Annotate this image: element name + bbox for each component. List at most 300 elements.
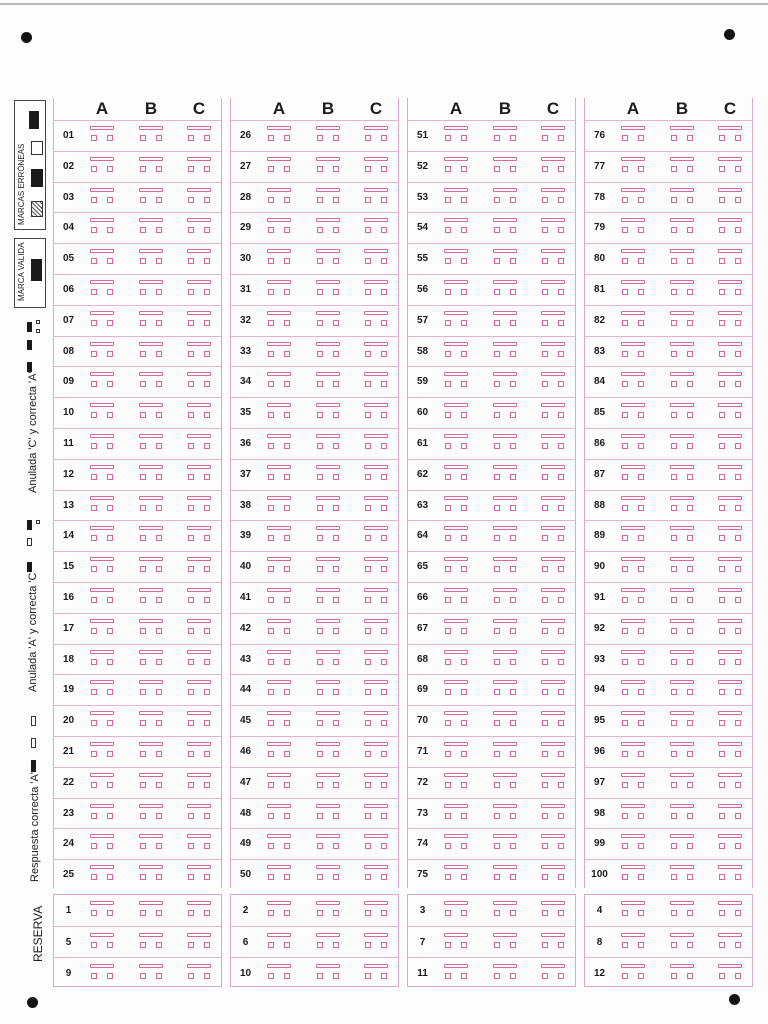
answer-option-c[interactable]: [538, 218, 568, 238]
answer-option-b[interactable]: [490, 742, 520, 762]
answer-option-a[interactable]: [441, 711, 471, 731]
answer-option-c[interactable]: [715, 865, 745, 885]
answer-option-b[interactable]: [313, 218, 343, 238]
answer-option-a[interactable]: [87, 126, 117, 146]
answer-option-c[interactable]: [361, 773, 391, 793]
answer-option-a[interactable]: [264, 834, 294, 854]
answer-option-c[interactable]: [361, 619, 391, 639]
answer-option-c[interactable]: [538, 403, 568, 423]
answer-option-a[interactable]: [264, 773, 294, 793]
answer-option-b[interactable]: [667, 588, 697, 608]
answer-option-b[interactable]: [490, 711, 520, 731]
answer-option-c[interactable]: [538, 557, 568, 577]
answer-option-c[interactable]: [715, 901, 745, 921]
answer-option-b[interactable]: [490, 804, 520, 824]
answer-option-a[interactable]: [618, 865, 648, 885]
answer-option-c[interactable]: [184, 804, 214, 824]
answer-option-b[interactable]: [313, 865, 343, 885]
answer-option-c[interactable]: [715, 773, 745, 793]
answer-option-c[interactable]: [184, 742, 214, 762]
answer-option-c[interactable]: [361, 342, 391, 362]
answer-option-c[interactable]: [715, 434, 745, 454]
answer-option-a[interactable]: [87, 372, 117, 392]
answer-option-a[interactable]: [87, 865, 117, 885]
answer-option-b[interactable]: [667, 465, 697, 485]
answer-option-b[interactable]: [313, 465, 343, 485]
answer-option-b[interactable]: [136, 526, 166, 546]
answer-option-c[interactable]: [538, 188, 568, 208]
answer-option-b[interactable]: [136, 434, 166, 454]
answer-option-b[interactable]: [490, 588, 520, 608]
answer-option-a[interactable]: [441, 280, 471, 300]
answer-option-a[interactable]: [441, 650, 471, 670]
answer-option-b[interactable]: [313, 311, 343, 331]
answer-option-a[interactable]: [441, 126, 471, 146]
answer-option-c[interactable]: [715, 249, 745, 269]
answer-option-c[interactable]: [538, 434, 568, 454]
answer-option-a[interactable]: [618, 126, 648, 146]
answer-option-c[interactable]: [184, 711, 214, 731]
answer-option-c[interactable]: [184, 619, 214, 639]
answer-option-b[interactable]: [667, 742, 697, 762]
answer-option-a[interactable]: [441, 773, 471, 793]
answer-option-b[interactable]: [136, 496, 166, 516]
answer-option-c[interactable]: [361, 834, 391, 854]
answer-option-c[interactable]: [538, 650, 568, 670]
answer-option-c[interactable]: [361, 588, 391, 608]
answer-option-b[interactable]: [136, 711, 166, 731]
answer-option-a[interactable]: [618, 434, 648, 454]
answer-option-a[interactable]: [618, 249, 648, 269]
answer-option-c[interactable]: [715, 372, 745, 392]
answer-option-a[interactable]: [264, 933, 294, 953]
answer-option-a[interactable]: [441, 218, 471, 238]
answer-option-a[interactable]: [618, 711, 648, 731]
answer-option-c[interactable]: [361, 865, 391, 885]
answer-option-c[interactable]: [184, 496, 214, 516]
answer-option-a[interactable]: [441, 434, 471, 454]
answer-option-c[interactable]: [538, 588, 568, 608]
answer-option-a[interactable]: [264, 218, 294, 238]
answer-option-a[interactable]: [618, 964, 648, 984]
answer-option-b[interactable]: [136, 188, 166, 208]
answer-option-b[interactable]: [136, 773, 166, 793]
answer-option-b[interactable]: [136, 342, 166, 362]
answer-option-c[interactable]: [184, 249, 214, 269]
answer-option-c[interactable]: [361, 218, 391, 238]
answer-option-b[interactable]: [136, 280, 166, 300]
answer-option-b[interactable]: [313, 157, 343, 177]
answer-option-c[interactable]: [538, 465, 568, 485]
answer-option-b[interactable]: [667, 834, 697, 854]
answer-option-a[interactable]: [441, 804, 471, 824]
answer-option-a[interactable]: [441, 619, 471, 639]
answer-option-b[interactable]: [313, 742, 343, 762]
answer-option-c[interactable]: [184, 311, 214, 331]
answer-option-a[interactable]: [618, 218, 648, 238]
answer-option-a[interactable]: [264, 711, 294, 731]
answer-option-b[interactable]: [490, 526, 520, 546]
answer-option-c[interactable]: [715, 188, 745, 208]
answer-option-c[interactable]: [361, 964, 391, 984]
answer-option-a[interactable]: [87, 557, 117, 577]
answer-option-c[interactable]: [361, 557, 391, 577]
answer-option-b[interactable]: [490, 465, 520, 485]
answer-option-c[interactable]: [538, 526, 568, 546]
answer-option-a[interactable]: [264, 126, 294, 146]
answer-option-a[interactable]: [87, 619, 117, 639]
answer-option-b[interactable]: [490, 434, 520, 454]
answer-option-b[interactable]: [667, 650, 697, 670]
answer-option-c[interactable]: [538, 933, 568, 953]
answer-option-b[interactable]: [313, 804, 343, 824]
answer-option-a[interactable]: [441, 526, 471, 546]
answer-option-c[interactable]: [715, 834, 745, 854]
answer-option-b[interactable]: [313, 933, 343, 953]
answer-option-a[interactable]: [264, 434, 294, 454]
answer-option-c[interactable]: [538, 742, 568, 762]
answer-option-c[interactable]: [715, 403, 745, 423]
answer-option-a[interactable]: [441, 342, 471, 362]
answer-option-c[interactable]: [184, 901, 214, 921]
answer-option-a[interactable]: [618, 280, 648, 300]
answer-option-a[interactable]: [618, 342, 648, 362]
answer-option-b[interactable]: [313, 526, 343, 546]
answer-option-c[interactable]: [715, 126, 745, 146]
answer-option-c[interactable]: [715, 557, 745, 577]
answer-option-a[interactable]: [87, 249, 117, 269]
answer-option-b[interactable]: [136, 588, 166, 608]
answer-option-a[interactable]: [441, 465, 471, 485]
answer-option-b[interactable]: [667, 933, 697, 953]
answer-option-b[interactable]: [136, 403, 166, 423]
answer-option-a[interactable]: [87, 434, 117, 454]
answer-option-c[interactable]: [538, 865, 568, 885]
answer-option-c[interactable]: [184, 773, 214, 793]
answer-option-b[interactable]: [490, 834, 520, 854]
answer-option-a[interactable]: [441, 372, 471, 392]
answer-option-c[interactable]: [715, 933, 745, 953]
answer-option-a[interactable]: [264, 342, 294, 362]
answer-option-c[interactable]: [361, 711, 391, 731]
answer-option-a[interactable]: [618, 804, 648, 824]
answer-option-c[interactable]: [361, 680, 391, 700]
answer-option-b[interactable]: [667, 557, 697, 577]
answer-option-a[interactable]: [87, 496, 117, 516]
answer-option-b[interactable]: [667, 126, 697, 146]
answer-option-c[interactable]: [538, 619, 568, 639]
answer-option-a[interactable]: [618, 834, 648, 854]
answer-option-c[interactable]: [715, 711, 745, 731]
answer-option-b[interactable]: [667, 804, 697, 824]
answer-option-b[interactable]: [490, 372, 520, 392]
answer-option-c[interactable]: [184, 280, 214, 300]
answer-option-c[interactable]: [715, 342, 745, 362]
answer-option-a[interactable]: [618, 311, 648, 331]
answer-option-b[interactable]: [313, 280, 343, 300]
answer-option-a[interactable]: [87, 804, 117, 824]
answer-option-c[interactable]: [538, 711, 568, 731]
answer-option-c[interactable]: [184, 865, 214, 885]
answer-option-c[interactable]: [361, 280, 391, 300]
answer-option-c[interactable]: [538, 834, 568, 854]
answer-option-a[interactable]: [618, 465, 648, 485]
answer-option-b[interactable]: [313, 434, 343, 454]
answer-option-c[interactable]: [184, 834, 214, 854]
answer-option-c[interactable]: [361, 249, 391, 269]
answer-option-c[interactable]: [715, 650, 745, 670]
answer-option-a[interactable]: [264, 526, 294, 546]
answer-option-c[interactable]: [184, 964, 214, 984]
answer-option-b[interactable]: [490, 557, 520, 577]
answer-option-a[interactable]: [441, 403, 471, 423]
answer-option-a[interactable]: [441, 865, 471, 885]
answer-option-c[interactable]: [361, 650, 391, 670]
answer-option-a[interactable]: [441, 249, 471, 269]
answer-option-b[interactable]: [136, 465, 166, 485]
answer-option-b[interactable]: [667, 434, 697, 454]
answer-option-a[interactable]: [87, 280, 117, 300]
answer-option-c[interactable]: [184, 557, 214, 577]
answer-option-c[interactable]: [538, 901, 568, 921]
answer-option-b[interactable]: [313, 711, 343, 731]
answer-option-b[interactable]: [490, 218, 520, 238]
answer-option-b[interactable]: [490, 157, 520, 177]
answer-option-b[interactable]: [490, 403, 520, 423]
answer-option-b[interactable]: [490, 773, 520, 793]
answer-option-b[interactable]: [667, 901, 697, 921]
answer-option-b[interactable]: [667, 526, 697, 546]
answer-option-b[interactable]: [490, 311, 520, 331]
answer-option-c[interactable]: [184, 588, 214, 608]
answer-option-c[interactable]: [361, 311, 391, 331]
answer-option-c[interactable]: [361, 188, 391, 208]
answer-option-b[interactable]: [313, 964, 343, 984]
answer-option-a[interactable]: [87, 465, 117, 485]
answer-option-b[interactable]: [667, 773, 697, 793]
answer-option-b[interactable]: [490, 933, 520, 953]
answer-option-c[interactable]: [184, 188, 214, 208]
answer-option-a[interactable]: [264, 557, 294, 577]
answer-option-a[interactable]: [618, 773, 648, 793]
answer-option-a[interactable]: [441, 157, 471, 177]
answer-option-b[interactable]: [313, 372, 343, 392]
answer-option-a[interactable]: [87, 650, 117, 670]
answer-option-a[interactable]: [441, 311, 471, 331]
answer-option-a[interactable]: [87, 933, 117, 953]
answer-option-c[interactable]: [361, 526, 391, 546]
answer-option-c[interactable]: [361, 157, 391, 177]
answer-option-b[interactable]: [490, 249, 520, 269]
answer-option-a[interactable]: [264, 496, 294, 516]
answer-option-c[interactable]: [361, 804, 391, 824]
answer-option-b[interactable]: [313, 834, 343, 854]
answer-option-a[interactable]: [87, 157, 117, 177]
answer-option-c[interactable]: [538, 773, 568, 793]
answer-option-c[interactable]: [538, 496, 568, 516]
answer-option-b[interactable]: [136, 249, 166, 269]
answer-option-b[interactable]: [490, 188, 520, 208]
answer-option-a[interactable]: [264, 249, 294, 269]
answer-option-a[interactable]: [87, 311, 117, 331]
answer-option-c[interactable]: [184, 126, 214, 146]
answer-option-b[interactable]: [490, 865, 520, 885]
answer-option-a[interactable]: [264, 901, 294, 921]
answer-option-b[interactable]: [490, 342, 520, 362]
answer-option-b[interactable]: [136, 964, 166, 984]
answer-option-b[interactable]: [313, 650, 343, 670]
answer-option-a[interactable]: [618, 588, 648, 608]
answer-option-a[interactable]: [87, 680, 117, 700]
answer-option-b[interactable]: [667, 865, 697, 885]
answer-option-a[interactable]: [618, 157, 648, 177]
answer-option-c[interactable]: [715, 804, 745, 824]
answer-option-b[interactable]: [667, 280, 697, 300]
answer-option-c[interactable]: [361, 933, 391, 953]
answer-option-a[interactable]: [264, 742, 294, 762]
answer-option-a[interactable]: [618, 496, 648, 516]
answer-option-b[interactable]: [136, 218, 166, 238]
answer-option-c[interactable]: [184, 933, 214, 953]
answer-option-c[interactable]: [538, 157, 568, 177]
answer-option-a[interactable]: [441, 901, 471, 921]
answer-option-b[interactable]: [490, 280, 520, 300]
answer-option-c[interactable]: [715, 619, 745, 639]
answer-option-c[interactable]: [361, 496, 391, 516]
answer-option-a[interactable]: [618, 901, 648, 921]
answer-option-a[interactable]: [441, 188, 471, 208]
answer-option-a[interactable]: [264, 804, 294, 824]
answer-option-c[interactable]: [538, 964, 568, 984]
answer-option-a[interactable]: [264, 964, 294, 984]
answer-option-c[interactable]: [538, 680, 568, 700]
answer-option-b[interactable]: [490, 964, 520, 984]
answer-option-a[interactable]: [87, 742, 117, 762]
answer-option-a[interactable]: [441, 680, 471, 700]
answer-option-b[interactable]: [136, 834, 166, 854]
answer-option-a[interactable]: [618, 680, 648, 700]
answer-option-b[interactable]: [313, 188, 343, 208]
answer-option-a[interactable]: [618, 933, 648, 953]
answer-option-a[interactable]: [87, 526, 117, 546]
answer-option-c[interactable]: [184, 465, 214, 485]
answer-option-c[interactable]: [715, 526, 745, 546]
answer-option-c[interactable]: [538, 249, 568, 269]
answer-option-b[interactable]: [136, 901, 166, 921]
answer-option-a[interactable]: [441, 742, 471, 762]
answer-option-c[interactable]: [184, 403, 214, 423]
answer-option-c[interactable]: [715, 280, 745, 300]
answer-option-a[interactable]: [87, 342, 117, 362]
answer-option-b[interactable]: [667, 619, 697, 639]
answer-option-b[interactable]: [313, 588, 343, 608]
answer-option-c[interactable]: [715, 496, 745, 516]
answer-option-c[interactable]: [184, 218, 214, 238]
answer-option-c[interactable]: [361, 372, 391, 392]
answer-option-b[interactable]: [136, 157, 166, 177]
answer-option-c[interactable]: [715, 465, 745, 485]
answer-option-b[interactable]: [490, 901, 520, 921]
answer-option-a[interactable]: [441, 834, 471, 854]
answer-option-a[interactable]: [87, 964, 117, 984]
answer-option-b[interactable]: [490, 126, 520, 146]
answer-option-a[interactable]: [264, 372, 294, 392]
answer-option-a[interactable]: [264, 865, 294, 885]
answer-option-a[interactable]: [87, 403, 117, 423]
answer-option-b[interactable]: [313, 901, 343, 921]
answer-option-b[interactable]: [490, 619, 520, 639]
answer-option-a[interactable]: [441, 496, 471, 516]
answer-option-c[interactable]: [715, 311, 745, 331]
answer-option-a[interactable]: [87, 834, 117, 854]
answer-option-b[interactable]: [313, 619, 343, 639]
answer-option-c[interactable]: [184, 372, 214, 392]
answer-option-b[interactable]: [313, 342, 343, 362]
answer-option-b[interactable]: [136, 650, 166, 670]
answer-option-b[interactable]: [313, 773, 343, 793]
answer-option-b[interactable]: [667, 964, 697, 984]
answer-option-a[interactable]: [441, 588, 471, 608]
answer-option-a[interactable]: [264, 280, 294, 300]
answer-option-a[interactable]: [441, 964, 471, 984]
answer-option-b[interactable]: [313, 126, 343, 146]
answer-option-b[interactable]: [136, 619, 166, 639]
answer-option-a[interactable]: [264, 465, 294, 485]
answer-option-b[interactable]: [313, 680, 343, 700]
answer-option-a[interactable]: [264, 619, 294, 639]
answer-option-b[interactable]: [667, 342, 697, 362]
answer-option-b[interactable]: [667, 372, 697, 392]
answer-option-b[interactable]: [313, 496, 343, 516]
answer-option-b[interactable]: [136, 372, 166, 392]
answer-option-b[interactable]: [490, 496, 520, 516]
answer-option-c[interactable]: [361, 901, 391, 921]
answer-option-b[interactable]: [667, 249, 697, 269]
answer-option-c[interactable]: [715, 588, 745, 608]
answer-option-c[interactable]: [538, 280, 568, 300]
answer-option-a[interactable]: [618, 557, 648, 577]
answer-option-c[interactable]: [184, 650, 214, 670]
answer-option-c[interactable]: [184, 342, 214, 362]
answer-option-c[interactable]: [361, 465, 391, 485]
answer-option-b[interactable]: [667, 711, 697, 731]
answer-option-c[interactable]: [538, 342, 568, 362]
answer-option-a[interactable]: [87, 773, 117, 793]
answer-option-a[interactable]: [441, 557, 471, 577]
answer-option-b[interactable]: [136, 311, 166, 331]
answer-option-c[interactable]: [715, 157, 745, 177]
answer-option-b[interactable]: [667, 157, 697, 177]
answer-option-a[interactable]: [618, 403, 648, 423]
answer-option-b[interactable]: [667, 218, 697, 238]
answer-option-b[interactable]: [136, 126, 166, 146]
answer-option-a[interactable]: [264, 588, 294, 608]
answer-option-a[interactable]: [264, 311, 294, 331]
answer-option-c[interactable]: [361, 742, 391, 762]
answer-option-c[interactable]: [715, 680, 745, 700]
answer-option-a[interactable]: [264, 680, 294, 700]
answer-option-c[interactable]: [361, 403, 391, 423]
answer-option-c[interactable]: [538, 126, 568, 146]
answer-option-c[interactable]: [184, 526, 214, 546]
answer-option-b[interactable]: [136, 865, 166, 885]
answer-option-a[interactable]: [618, 742, 648, 762]
answer-option-b[interactable]: [313, 557, 343, 577]
answer-option-b[interactable]: [490, 680, 520, 700]
answer-option-b[interactable]: [136, 804, 166, 824]
answer-option-c[interactable]: [538, 311, 568, 331]
answer-option-a[interactable]: [618, 188, 648, 208]
